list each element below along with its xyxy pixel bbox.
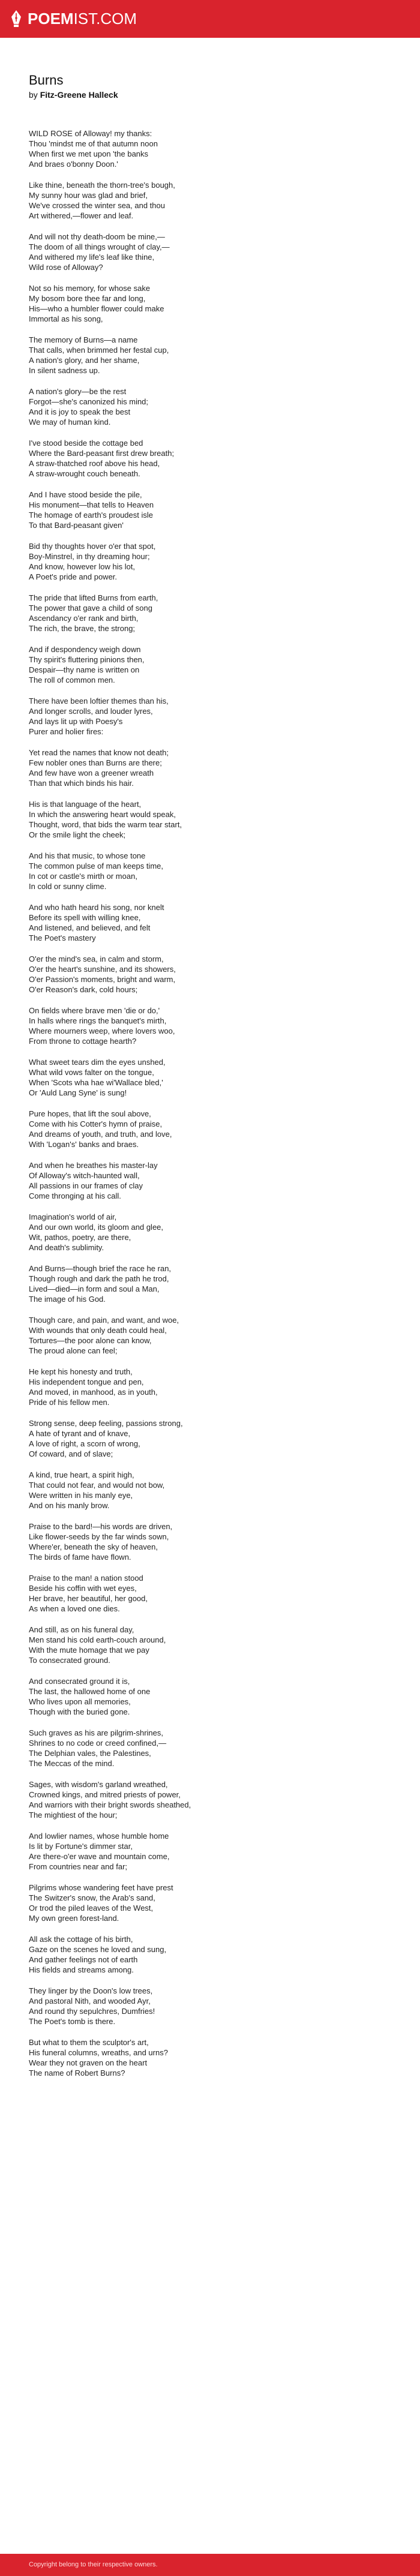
poem-line: The Poet's mastery <box>29 933 96 942</box>
stanza <box>29 1109 391 1149</box>
poem-line: Like flower-seeds by the far winds sown, <box>29 1532 169 1541</box>
poem-line: And will not thy death-doom be mine,— <box>29 232 165 241</box>
poem-line: Not so his memory, for whose sake <box>29 284 151 293</box>
poem-line: O'er Reason's dark, cold hours; <box>29 985 138 994</box>
stanza <box>29 1160 391 1201</box>
logo-wordmark-light: IST.COM <box>73 10 137 28</box>
poem-line: O'er Passion's moments, bright and warm, <box>29 975 176 984</box>
poem-line: The mightiest of the hour; <box>29 1811 118 1820</box>
poem-line: What sweet tears dim the eyes unshed, <box>29 1058 166 1067</box>
poem-line: With the mute homage that we pay <box>29 1646 149 1655</box>
poem-line: And on his manly brow. <box>29 1501 110 1510</box>
poem-line: And still, as on his funeral day, <box>29 1625 134 1634</box>
poem-line: His fields and streams among. <box>29 1965 134 1974</box>
poem-line: Imagination's world of air, <box>29 1212 117 1221</box>
stanza <box>29 1573 391 1614</box>
poem-line: And when he breathes his master-lay <box>29 1161 158 1170</box>
poem-line: I've stood beside the cottage bed <box>29 439 143 448</box>
poem-line: They linger by the Doon's low trees, <box>29 1986 153 1995</box>
stanza <box>29 1521 391 1562</box>
poem-line: Thought, word, that bids the warm tear start, <box>29 820 182 829</box>
poem-line: Praise to the bard!—his words are driven, <box>29 1522 173 1531</box>
stanza <box>29 1470 391 1511</box>
poem-line: All ask the cottage of his birth, <box>29 1935 133 1944</box>
stanza <box>29 799 391 840</box>
stanza <box>29 902 391 943</box>
poem-line: On fields where brave men 'die or do,' <box>29 1006 160 1015</box>
stanza <box>29 1263 391 1304</box>
stanza <box>29 1934 391 1975</box>
stanza <box>29 747 391 788</box>
poem-line: We've crossed the winter sea, and thou <box>29 201 165 210</box>
stanza <box>29 1728 391 1769</box>
poem-line: Of coward, and of slave; <box>29 1449 113 1458</box>
stanza <box>29 696 391 737</box>
poem-line: His independent tongue and pen, <box>29 1377 144 1386</box>
poem-line: And few have won a greener wreath <box>29 768 154 777</box>
site-logo[interactable] <box>10 10 137 28</box>
stanza <box>29 1676 391 1717</box>
poem-line: As when a loved one dies. <box>29 1604 120 1613</box>
poem-author: Fitz-Greene Halleck <box>40 90 118 100</box>
poem-line: Thy spirit's fluttering pinions then, <box>29 655 145 664</box>
stanza <box>29 1367 391 1407</box>
poem-line: The roll of common men. <box>29 675 115 684</box>
stanza <box>29 1831 391 1872</box>
poem-line: A Poet's pride and power. <box>29 572 118 581</box>
poem-line: And round thy sepulchres, Dumfries! <box>29 2007 155 2016</box>
poem-line: Before its spell with willing knee, <box>29 913 141 922</box>
poem-line: Boy-Minstrel, in thy dreaming hour; <box>29 552 150 561</box>
stanza <box>29 644 391 685</box>
poem-line: And gather feelings not of earth <box>29 1955 138 1964</box>
poem-line: In cold or sunny clime. <box>29 882 107 891</box>
poem-line: The doom of all things wrought of clay,— <box>29 242 170 251</box>
poem-line: And longer scrolls, and louder lyres, <box>29 707 153 716</box>
poem-line: O'er the mind's sea, in calm and storm, <box>29 954 164 963</box>
poem-line: A kind, true heart, a spirit high, <box>29 1470 134 1479</box>
poem-line: And braes o'bonny Doon.' <box>29 160 118 169</box>
poem-line: The memory of Burns—a name <box>29 335 138 344</box>
stanza <box>29 1005 391 1046</box>
poem-line: In cot or castle's mirth or moan, <box>29 872 137 881</box>
poem-line: Though with the buried gone. <box>29 1707 130 1716</box>
poem-content <box>0 38 420 2078</box>
poem-line: Immortal as his song, <box>29 314 103 323</box>
poem-line: In silent sadness up. <box>29 366 100 375</box>
footer-bar <box>0 2554 420 2576</box>
poem-line: Where the Bard-peasant first drew breath; <box>29 449 175 458</box>
stanza <box>29 1779 391 1820</box>
poem-line: Pure hopes, that lift the soul above, <box>29 1109 151 1118</box>
poem-line: A straw-thatched roof above his head, <box>29 459 160 468</box>
poem-line: That calls, when brimmed her festal cup, <box>29 346 169 355</box>
stanza <box>29 490 391 530</box>
poem-line: Art withered,—flower and leaf. <box>29 211 134 220</box>
poem-line: Wit, pathos, poetry, are there, <box>29 1233 131 1242</box>
poem-line: Such graves as his are pilgrim-shrines, <box>29 1728 163 1737</box>
stanza <box>29 438 391 479</box>
stanza <box>29 232 391 272</box>
poem-line: The pride that lifted Burns from earth, <box>29 593 158 602</box>
poem-body <box>29 128 391 2078</box>
poem-line: To consecrated ground. <box>29 1656 110 1665</box>
poem-line: A nation's glory—be the rest <box>29 387 127 396</box>
poem-line: And Burns—though brief the race he ran, <box>29 1264 172 1273</box>
poem-line: Praise to the man! a nation stood <box>29 1574 143 1583</box>
poem-line: In which the answering heart would speak, <box>29 810 176 819</box>
poem-line: Shrines to no code or creed confined,— <box>29 1739 167 1748</box>
stanza <box>29 283 391 324</box>
poem-line: We may of human kind. <box>29 418 111 427</box>
poem-line: And it is joy to speak the best <box>29 407 131 416</box>
poem-line: To that Bard-peasant given' <box>29 521 124 530</box>
poem-line: Beside his coffin with wet eyes, <box>29 1584 137 1593</box>
poem-line: Tortures—the poor alone can know, <box>29 1336 152 1345</box>
poem-line: Strong sense, deep feeling, passions strong, <box>29 1419 183 1428</box>
poem-line: Purer and holier fires: <box>29 727 104 736</box>
poem-line: Or 'Auld Lang Syne' is sung! <box>29 1088 127 1097</box>
poem-line: His is that language of the heart, <box>29 800 142 809</box>
stanza <box>29 128 391 169</box>
poem-line: Pilgrims whose wandering feet have prest <box>29 1883 173 1892</box>
poem-line: There have been loftier themes than his, <box>29 696 169 705</box>
poem-line: But what to them the sculptor's art, <box>29 2038 149 2047</box>
poem-line: The Poet's tomb is there. <box>29 2017 116 2026</box>
stanza <box>29 2037 391 2078</box>
poem-line: Or the smile light the cheek; <box>29 830 126 839</box>
pen-nib-icon <box>10 10 23 28</box>
stanza <box>29 541 391 582</box>
poem-line: In halls where rings the banquet's mirth, <box>29 1016 167 1025</box>
stanza <box>29 1418 391 1459</box>
poem-line: And dreams of youth, and truth, and love, <box>29 1130 172 1139</box>
poem-line: From throne to cottage hearth? <box>29 1037 137 1046</box>
poem-line: Though rough and dark the path he trod, <box>29 1274 169 1283</box>
poem-line: What wild vows falter on the tongue, <box>29 1068 154 1077</box>
poem-line: The proud alone can feel; <box>29 1346 118 1355</box>
poem-line: A love of right, a scorn of wrong, <box>29 1439 140 1448</box>
stanza <box>29 1883 391 1923</box>
byline-prefix: by <box>29 90 40 100</box>
poem-line: A nation's glory, and her shame, <box>29 356 140 365</box>
poem-line: Like thine, beneath the thorn-tree's bough, <box>29 181 175 190</box>
poem-line: Where mourners weep, where lovers woo, <box>29 1026 175 1035</box>
poem-line: My sunny hour was glad and brief, <box>29 191 148 200</box>
poem-line: Wear they not graven on the heart <box>29 2058 148 2067</box>
poem-line: That could not fear, and would not bow, <box>29 1481 165 1490</box>
stanza <box>29 335 391 376</box>
poem-line: All passions in our frames of clay <box>29 1181 143 1190</box>
stanza <box>29 593 391 634</box>
poem-line: And I have stood beside the pile, <box>29 490 142 499</box>
poem-line: A straw-wrought couch beneath. <box>29 469 140 478</box>
stanza <box>29 1986 391 2026</box>
poem-line: Pride of his fellow men. <box>29 1398 110 1407</box>
poem-line: The Switzer's snow, the Arab's sand, <box>29 1893 155 1902</box>
poem-line: The common pulse of man keeps time, <box>29 861 163 870</box>
poem-title: Burns <box>29 73 64 88</box>
stanza <box>29 1057 391 1098</box>
poem-line: His monument—that tells to Heaven <box>29 500 154 509</box>
poem-line: And his that music, to whose tone <box>29 851 146 860</box>
stanza <box>29 1212 391 1253</box>
poem-line: And who hath heard his song, nor knelt <box>29 903 164 912</box>
poem-line: Thou 'mindst me of that autumn noon <box>29 139 158 148</box>
poem-line: Despair—thy name is written on <box>29 665 140 674</box>
poem-line: And lays lit up with Poesy's <box>29 717 123 726</box>
stanza <box>29 180 391 221</box>
poem-line: And listened, and believed, and felt <box>29 923 151 932</box>
poem-line: And warriors with their bright swords sheathed, <box>29 1800 191 1809</box>
poem-line: Forgot—she's canonized his mind; <box>29 397 149 406</box>
poem-line: The last, the hallowed home of one <box>29 1687 151 1696</box>
poem-line: Who lives upon all memories, <box>29 1697 131 1706</box>
poem-line: The rich, the brave, the strong; <box>29 624 136 633</box>
poem-line: With 'Logan's' banks and braes. <box>29 1140 139 1149</box>
poem-line: Lived—died—in form and soul a Man, <box>29 1284 160 1293</box>
poem-line: The Meccas of the mind. <box>29 1759 115 1768</box>
poem-line: When first we met upon 'the banks <box>29 149 149 158</box>
poem-line: With wounds that only death could heal, <box>29 1326 167 1335</box>
poem-line: The birds of fame have flown. <box>29 1553 131 1562</box>
poem-line: Wild rose of Alloway? <box>29 263 103 272</box>
poem-line: And consecrated ground it is, <box>29 1677 130 1686</box>
top-bar <box>0 0 420 38</box>
poem-line: His funeral columns, wreaths, and urns? <box>29 2048 168 2057</box>
poem-line: And pastoral Nith, and wooded Ayr, <box>29 1996 151 2005</box>
poem-line: Crowned kings, and mitred priests of power, <box>29 1790 181 1799</box>
poem-line: The name of Robert Burns? <box>29 2068 125 2077</box>
poem-line: Ascendancy o'er rank and birth, <box>29 614 139 623</box>
poem-line: O'er the heart's sunshine, and its showers, <box>29 965 176 974</box>
poem-line: Are there-o'er wave and mountain come, <box>29 1852 170 1861</box>
copyright-text: Copyright belong to their respective owners. <box>29 2561 158 2568</box>
poem-line: Were written in his manly eye, <box>29 1491 133 1500</box>
logo-wordmark <box>28 10 137 28</box>
poem-line: From countries near and far; <box>29 1862 128 1871</box>
stanza <box>29 1315 391 1356</box>
poem-line: And death's sublimity. <box>29 1243 104 1252</box>
poem-line: Yet read the names that know not death; <box>29 748 169 757</box>
poem-line: The Delphian vales, the Palestines, <box>29 1749 151 1758</box>
poem-line: And if despondency weigh down <box>29 645 141 654</box>
stanza <box>29 851 391 891</box>
poem-line: Where'er, beneath the sky of heaven, <box>29 1542 158 1551</box>
poem-line: The power that gave a child of song <box>29 604 152 613</box>
poem-line: And our own world, its gloom and glee, <box>29 1223 164 1232</box>
poem-line: And moved, in manhood, as in youth, <box>29 1388 158 1397</box>
poem-line: WILD ROSE of Alloway! my thanks: <box>29 129 152 138</box>
poem-line: Though care, and pain, and want, and woe, <box>29 1316 179 1325</box>
poem-line: Gaze on the scenes he loved and sung, <box>29 1945 167 1954</box>
poem-line: Come with his Cotter's hymn of praise, <box>29 1119 163 1128</box>
poem-line: Come thronging at his call. <box>29 1191 121 1200</box>
stanza <box>29 386 391 427</box>
poem-line: Bid thy thoughts hover o'er that spot, <box>29 542 156 551</box>
poem-line: Is lit by Fortune's dimmer star, <box>29 1842 133 1851</box>
poem-line: Men stand his cold earth-couch around, <box>29 1635 166 1644</box>
poem-line: His—who a humbler flower could make <box>29 304 164 313</box>
poem-line: And lowlier names, whose humble home <box>29 1832 169 1841</box>
poem-line: Her brave, her beautiful, her good, <box>29 1594 148 1603</box>
poem-line: My bosom bore thee far and long, <box>29 294 146 303</box>
poem-byline <box>29 89 391 100</box>
logo-wordmark-bold: POEM <box>28 10 74 28</box>
poem-line: The homage of earth's proudest isle <box>29 511 153 520</box>
poem-line: Than that which binds his hair. <box>29 779 134 788</box>
poem-line: Sages, with wisdom's garland wreathed, <box>29 1780 168 1789</box>
stanza <box>29 954 391 995</box>
poem-line: My own green forest-land. <box>29 1914 119 1923</box>
poem-line: A hate of tyrant and of knave, <box>29 1429 131 1438</box>
poem-line: Or trod the piled leaves of the West, <box>29 1904 154 1913</box>
poem-line: When 'Scots wha hae wi'Wallace bled,' <box>29 1078 163 1087</box>
poem-line: Few nobler ones than Burns are there; <box>29 758 162 767</box>
stanza <box>29 1625 391 1665</box>
poem-line: And know, however low his lot, <box>29 562 136 571</box>
poem-line: The image of his God. <box>29 1295 106 1304</box>
poem-line: He kept his honesty and truth, <box>29 1367 133 1376</box>
poem-line: And withered my life's leaf like thine, <box>29 253 155 262</box>
poem-line: Of Alloway's witch-haunted wall, <box>29 1171 140 1180</box>
